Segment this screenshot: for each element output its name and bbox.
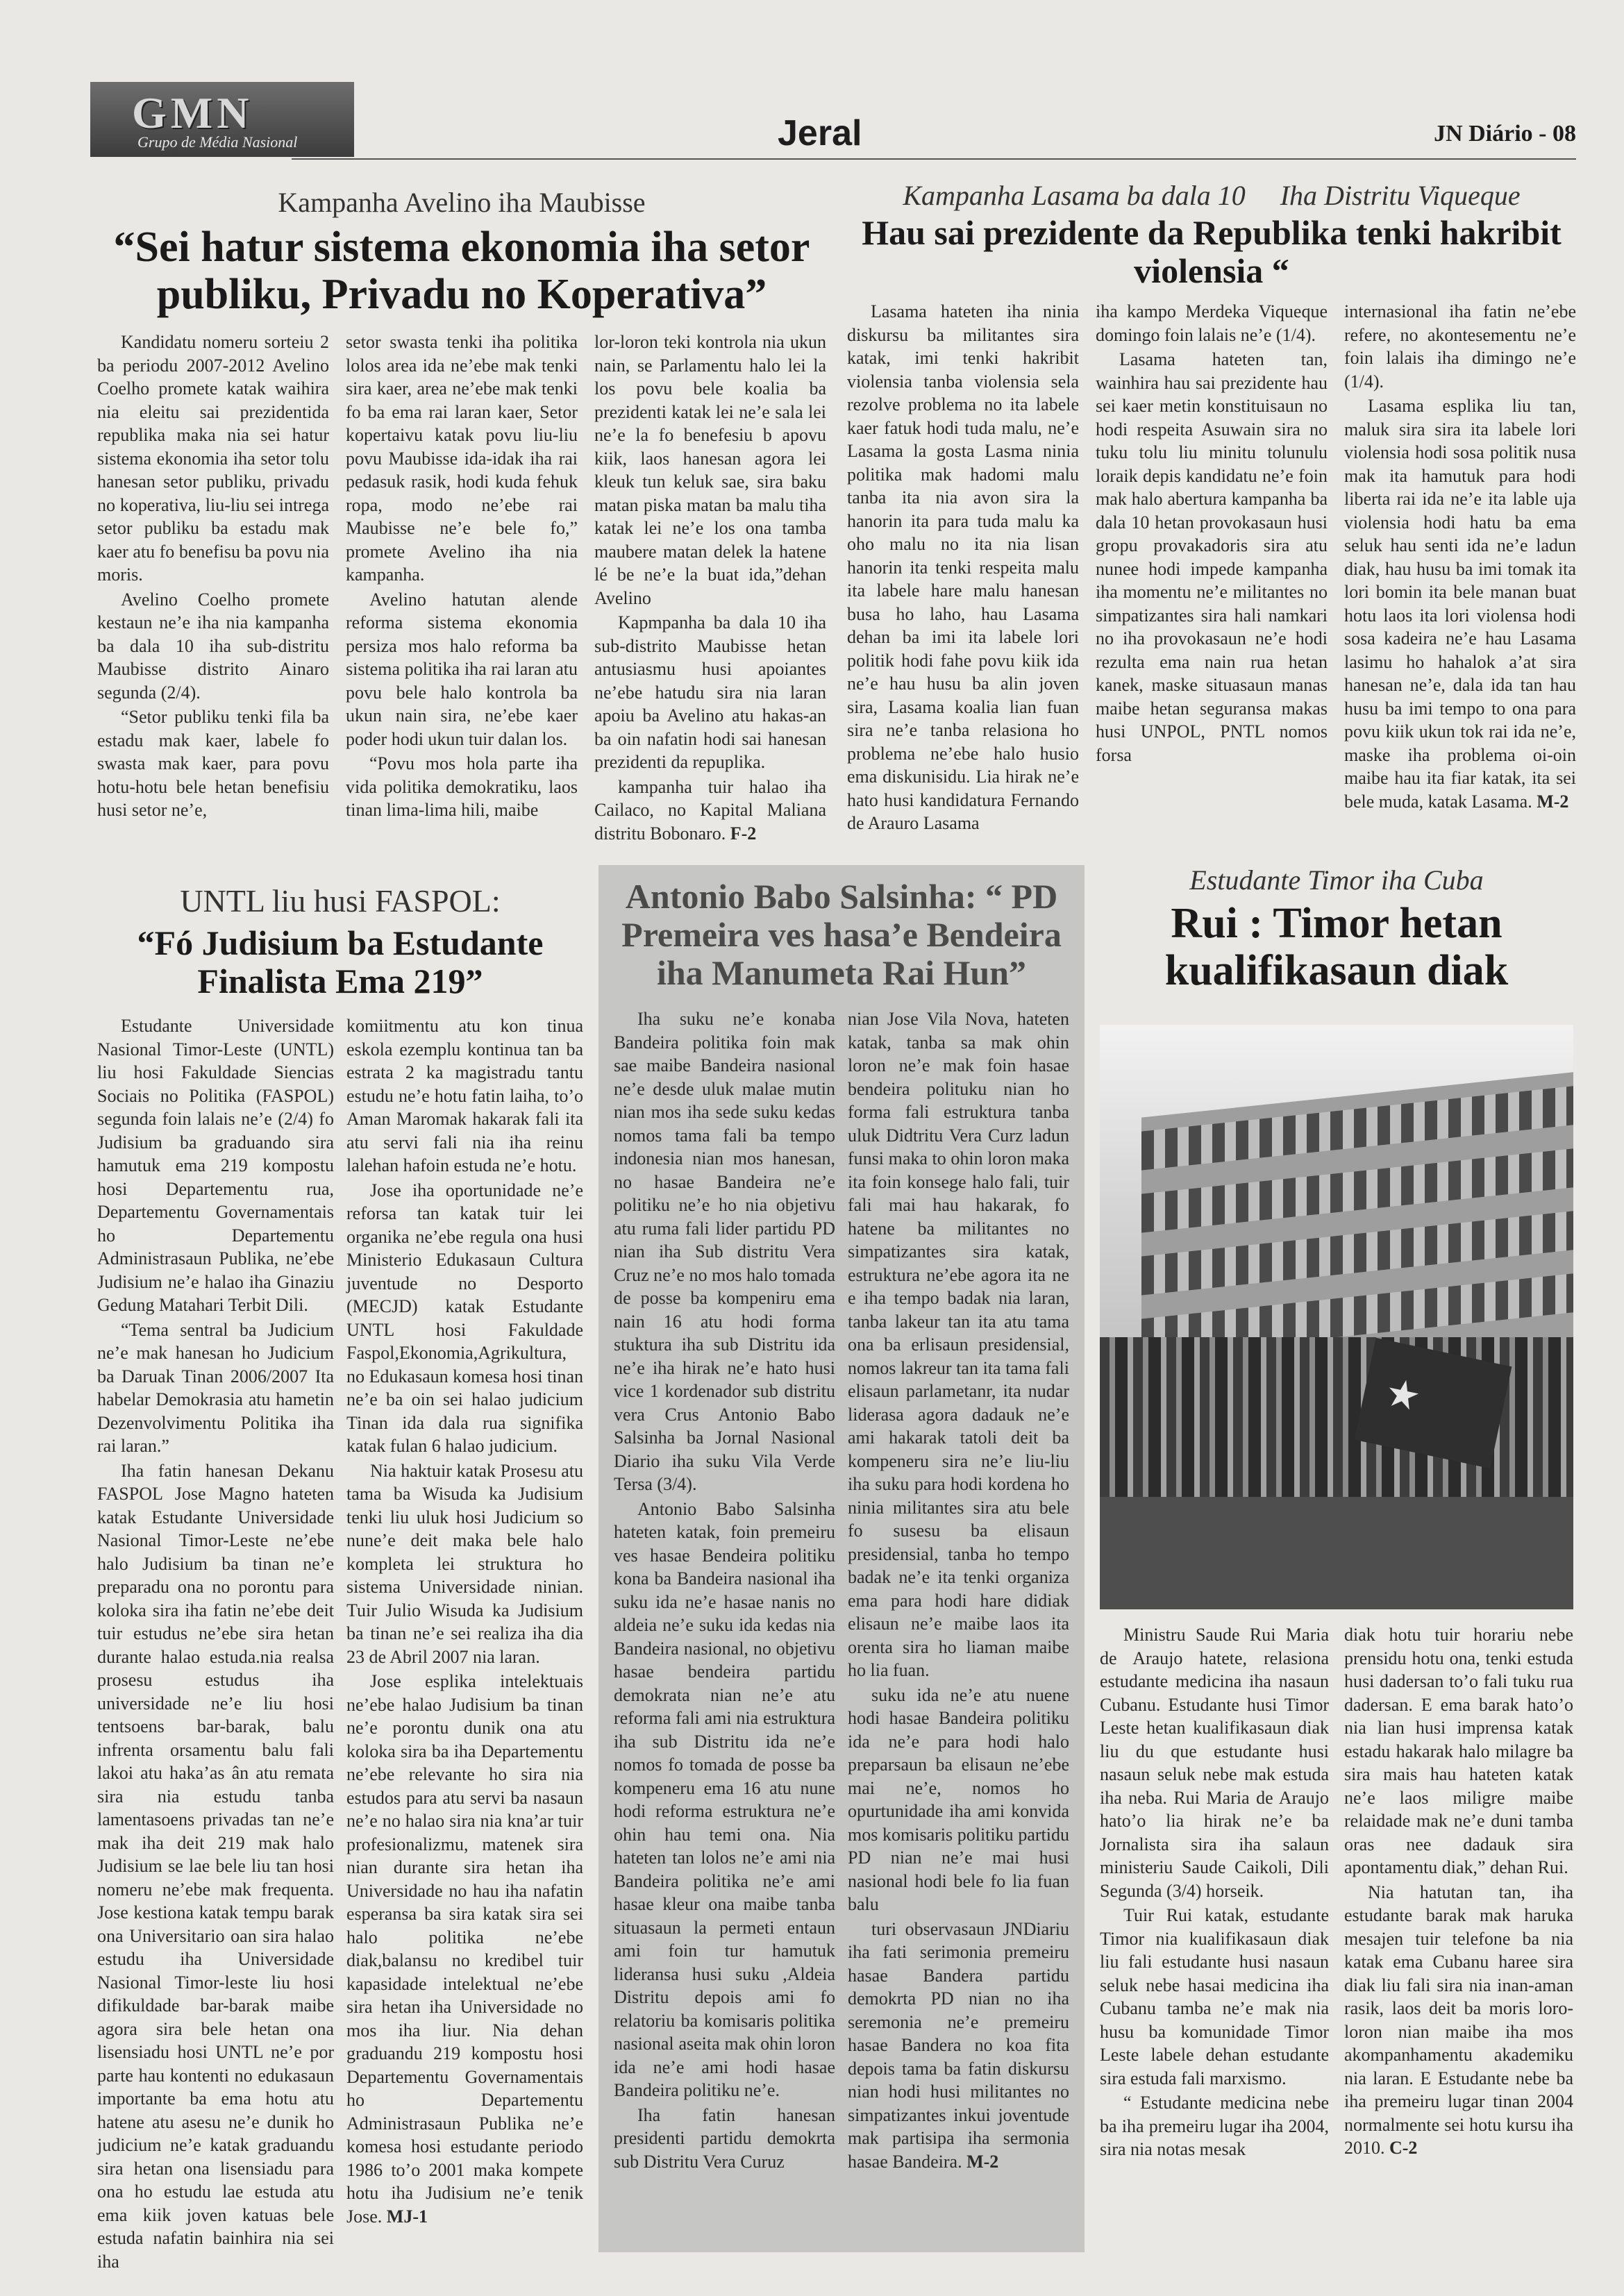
paragraph: komiitmentu atu kon tinua eskola ezemplu kontinua tan ba estrata 2 ka magistradu tantu estudu ne’e hotu fatin laiha, to’o Aman Maromak hakarak fali ita atu servi fali nia iha reinu lalehan hafoin estuda ne’e hotu. [346,1016,583,1176]
author-signature: MJ-1 [386,2206,428,2227]
paragraph: diak hotu tuir horariu nebe prensidu hotu ona, tenki estuda husi dadersan to’o fali tuku rua dadersan. E ema barak hato’o nia lian husi imprensa katak estadu hakarak halo milagre ba sira mais hau hateten katak ne’e laos miligre maibe relaidade mak ne’e duni tamba oras nee dadauk sira apontamentu diak,” dehan Rui. [1344,1625,1573,1877]
paragraph: Estudante Universidade Nasional Timor-Leste (UNTL) liu hosi Fakuldade Siencias Sociais no Politika (FASPOL) segunda foin lalais ne’e (2/4) fo Judisium ba graduando sira hamutuk ema 219 kompostu hosi Departementu rua, Departementu Governamentais ho Departementu Administrasaun Publika, ne’ebe Judisium ne’e halao iha Ginaziu Gedung Matahari Terbit Dili. [97,1016,334,1316]
article-kicker: UNTL liu husi FASPOL: [180,883,501,919]
paragraph: Avelino hatutan alende reforma sistema ekonomia persiza mos halo reforma ba sistema politika iha rai laran atu povu bele halo kontrola ba ukun nain sira, ne’ebe kaer poder hodi ukun tuir dalan los. [346,589,578,749]
paragraph: Ministru Saude Rui Maria de Araujo hatete, relasiona estudante medicina iha nasaun Cubanu. Estudante husi Timor Leste hetan kualifikasaun diak liu du que estudante husi nasaun seluk nebe mak estuda iha neba. Rui Maria de Araujo hato’o lia hirak ne’e ba Jornalista sira iha salaun ministeriu Saude Caikoli, Dili Segunda (3/4) horseik. [1100,1625,1329,1901]
article-column [1344,1623,1573,2163]
article-column [346,1014,583,2274]
article-kicker: Kampanha Avelino iha Maubisse [278,187,646,218]
article-headline: Antonio Babo Salsinha: “ PD Premeira ves hasa’e Bendeira iha Manumeta Rai Hun” [621,877,1062,992]
article-body [598,1007,1085,2175]
ground-graphic [1100,1497,1573,1609]
header-rule [292,158,1576,160]
paragraph: nian Jose Vila Nova, hateten katak, tanba sa mak ohin loron ne’e mak foin hasae bendeira polituku nian ho forma fali estruktura tanba uluk Didtritu Vera Curz ladun funsi maka to ohin loron maka ita foin konsege halo fali, tuir fali mai hau hakarak, fo hatene ba militantes no simpatizantes sira katak, estruktura ne’ebe agora ita ne e iha tempo badak nia laran, tanba lakeur tan ita atu tama ona ba erlisaun presidensial, nomos lakreur tan ita tama fali elisaun parlametanr, ita nudar liderasa agora dadauk ne’e ami hakarak tatoli deit ba kompeneru sira ne’e liu-liu iha suku para hodi kordena ho ninia militantes sira atu bele fo susesu ba elisaun presidensial, tanba ho tempo badak ne’e ita tenki organiza ema para hodi hare didiak elisaun ne’e maibe laos ita orenta sira ho liaman maibe ho lia fuan. [848,1009,1069,1680]
article-lasama [847,179,1576,837]
article-column [1344,300,1576,837]
paragraph: Lasama hateten tan, wainhira hau sai prezidente hau sei kaer metin konstituisaun no hodi respeita Asuwain sira no tuku tolu liu minitu tolunulu loraik depis kandidatu ne’e foin mak halo abertura kampanha ba dala 10 hetan provokasaun husi gropu provakadoris sira atu nunee hodi impede kampanha iha momentu ne’e militantes no simpatizantes sira hali namkari no iha provokasaun ne’e hodi rezulta ema nain rua hetan kanek, maske situasaun manas maibe hetan seguransa makas husi UNPOL, PNTL nomos forsa [1096,349,1328,765]
paragraph: Lasama hateten iha ninia diskursu ba militantes sira katak, imi tenki hakribit violensia tanba violensia sela rezolve problema no ita labele kaer fatuk hodi tuda malu, ne’e Lasama la gosta Lasma ninia politika mak hadomi malu tanba ita nia avon sira la hanorin ita para tuda malu ka oho malu no ita nia lisan hanorin ita tenki respeita malu ita labele hare malu hanesan busa ho laho, hau Lasama dehan ba imi ita labele lori politik hodi fahe povu kiik ida ne’e hau husu ba alin joven sira, Lasama koalia lian fuan sira ne’e tanba relasiona ho problema ne’ebe halo husio ema diskunisidu. Lia hirak ne’e hato husi kandidatura Fernando de Arauro Lasama [847,301,1079,833]
article-column [1100,1623,1329,2163]
paragraph: iha kampo Merdeka Viqueque domingo foin lalais ne’e (1/4). [1096,301,1328,345]
article-column [614,1007,835,2175]
paragraph: “Tema sentral ba Judicium ne’e mak hanesan ho Judicium ba Daruak Tinan 2006/2007 Ita habelar Demokrasia atu hametin Dezenvolvimentu Politika iha rai laran.” [97,1319,334,1457]
paragraph: Antonio Babo Salsinha hateten katak, foin premeiru ves hasae Bendeira politiku kona ba Bandeira nasional iha suku ida ne’e hasae nanis no aldeia ne’e suku ida kedas nia Bandeira nasional, no objetivu hasae bendeira partidu demokrata nian ne’e atu reforma fali ami nia estruktura iha sub Distritu ida ne’e nomos fo tomada de posse ba kompeneru ema 16 atu nune hodi reforma estruktura ne’e ohin hau temi ona. Nia hateten tan lolos ne’e ami nia Bandeira politika ne’e ami hasae kleur ona maibe tanba situasaun la permeti entaun ami foin tur hamutuk lideransa husi suku ,Aldeia Distritu depois ami fo relatoriu ba komisaris politika nasional aseita mak ohin loron ida ne’e ami hodi hasae Bandeira politiku ne’e. [614,1498,835,2100]
paragraph: Iha fatin hanesan Dekanu FASPOL Jose Magno hateten katak Estudante Universidade Nasional Timor-Leste ne’ebe halo Judisium ba tinan ne’e preparadu ona no porontu para koloka sira iha fatin ne’ebe deit tuir estudus ne’ebe sira hetan durante halao estuda.nia realsa prosesu estudus iha universidade ne’e liu hosi tentsoens bar-barak, balu infrenta orsamentu balu fali lakoi atu haka’as ân atu remata sira nia estudu tanba lamentasoens privadas tan ne’e mak iha deit 219 mak halo Judisium se lae bele liu tan hosi nomeru ne’ebe mak frequenta. Jose kestiona katak tempu barak ona Universitario oan sira halao estudu iha Universidade Nasional Timor-leste liu hosi difikuldade bar-barak maibe agora sira bele hetan ona lisensiadu hosi UNTL ne’e por parte hau kontenti no edukasaun importante ba ema hotu atu hatene atu asesu ne’e dunik ho judicium ne’e katak graduandu sira hetan ona lisensiadu para ona ho estudu lae estuda atu ema kiik joven katuas bele estuda nafatin bainhira nia sei iha [97,1460,334,2272]
article-avelino [97,186,826,846]
logo-text: GMN [132,88,253,137]
article-body [1100,1623,1573,2163]
paragraph: suku ida ne’e atu nuene hodi hasae Bandeira politiku ida ne’e para hodi halo preparsaun ba elisaun ne’ebe mai ne’e, nomos ho opurtunidade iha ami konvida mos komisaris politiku partidu PD nian ne’e mai husi nasional hodi bele fo lia fuan balu [848,1684,1069,1914]
paragraph: Kapmpanha ba dala 10 iha sub-distrito Maubisse hetan antusiasmu husi apoiantes ne’ebe hatudu sira nia laran apoiu ba Avelino atu hakas-an ba oin nafatin hodi sai hanesan prezidenti da repuplika. [594,612,826,773]
paragraph: Jose esplika intelektuais ne’ebe halao Judisium ba tinan ne’e porontu dunik ona atu koloka sira ba iha Departementu ne’ebe relevante ho sira nia estudos para atu servi ba nasaun ne’e no halao sira nia kna’ar tuir profesionalizmu, matenek sira nian durante sira hetan iha Universidade no hau iha nafatin esperansa ba sira katak sira sei halo politika ne’ebe diak,balansu no kredibel tuir kapasidade intelektual ne’ebe sira hetan iha Universidade no mos iha liur. Nia dehan graduandu 219 kompostu hosi Departementu Governamentais ho Departementu Administrasaun Publika ne’e komesa hosi estudante periodo 1986 to’o 2001 maka kompete hotu iha Judisium ne’e tenik Jose. MJ-1 [346,1671,583,2227]
logo-subtitle: Grupo de Média Nasional [137,133,298,151]
gmn-logo [90,82,354,157]
paragraph: internasional iha fatin ne’ebe refere, no akontesementu ne’e foin lalais iha dimingo ne’e (1/4). [1344,301,1576,392]
masthead [90,82,1576,160]
article-body [847,300,1576,837]
article-kicker: Kampanha Lasama ba dala 10 Iha Distritu Viqueque [903,180,1521,211]
article-column [1096,300,1328,837]
paragraph: Kandidatu nomeru sorteiu 2 ba periodu 2007-2012 Avelino Coelho promete katak waihira nia eleitu sai prezidentida republika maka nia sei hatur sistema ekonomia iha setor tolu hanesan setor publiku, privadu no koperativa, liu-liu sei intrega setor publiku ba estadu mak kaer atu fo benefisu ba povu nia moris. [97,332,329,585]
article-column [847,300,1079,837]
crowd-graphic [1100,1337,1573,1497]
paragraph: lor-loron teki kontrola nia ukun nain, se Parlamentu halo lei la los povu bele koalia ba prezidenti katak lei ne’e sala lei ne’e la fo benefesiu b apovu kiik, laos hanesan agora lei kleuk tun keluk sae, sira baku matan piska matan ba malu tiha katak lei ne’e los ona tamba maubere matan delek la hatene lé be ne’e la buat ida,”dehan Avelino [594,332,826,608]
article-column [346,330,578,846]
author-signature: M-2 [1537,791,1569,812]
paragraph: Nia hatutan tan, iha estudante barak mak haruka mesajen tuir telefone ba nia katak ema Cubanu haree sira diak liu fali sira nia inan-aman rasik, laos deit ba moris loro-loron nian maibe iha mos akompanhamentu akademiku nia laran. E Estudante nebe ba iha premeiru lugar tinan 2004 normalmente sei hotu kursu iha 2010. C-2 [1344,1882,1573,2158]
author-signature: M-2 [966,2151,999,2172]
author-signature: F-2 [730,823,757,844]
article-kicker: Estudante Timor iha Cuba [1189,864,1484,896]
paragraph: Nia haktuir katak Prosesu atu tama ba Wisuda ka Judisium tenki liu uluk hosi Judicium so nune’e deit maka bele halo kompleta lei struktura ho sistema Universidade ninian. Tuir Julio Wisuda ka Judisium ba tinan ne’e sei realiza iha dia 23 de Abril 2007 nia laran. [346,1460,583,1667]
article-rui-body [1100,1623,1573,2163]
author-signature: C-2 [1389,2138,1418,2158]
article-babo [598,865,1085,2252]
paragraph: turi observasaun JNDiariu iha fati serimonia premeiru hasae Bandera partidu demokrta PD nian no iha seremonia ne’e premeiru hasae Bandera no koa fita depois tama ba fatin diskursu nian hodi husi militantes no simpatizantes inkui joventude mak partisipa iha sermonia hasae Bandeira. M-2 [848,1918,1069,2172]
paragraph: setor swasta tenki iha politika lolos area ida ne’ebe mak tenki sira kaer, area ne’ebe mak tenki fo ba ema rai laran kaer, Setor kopertaivu katak povu liu-liu povu Maubisse ida-idak iha rai pedasuk rasik, hodi kuda fehuk ropa, modo ne’ebe rai Maubisse ne’e bele fo,” promete Avelino iha nia kampanha. [346,332,578,585]
paragraph: “Povu mos hola parte iha vida politika demokratiku, laos tinan lima-lima hili, maibe [346,753,578,821]
paragraph: Tuir Rui katak, estudante Timor nia kualifikasaun diak liu fali estudante husi nasaun seluk nebe hasai medicina iha Cubanu tamba ne’e mak nia husu ba komunidade Timor Leste labele dehan estudante sira estuda fali marxismo. [1100,1905,1329,2088]
paragraph: Jose iha oportunidade ne’e reforsa tan katak tuir lei organika ne’ebe regula ona husi Ministerio Edukasaun Cultura juventude no Desporto (MECJD) katak Estudante UNTL hosi Fakuldade Faspol,Ekonomia,Agrikultura, no Edukasaun komesa hosi tinan ne’e ba oin sei halao judicium Tinan ida dala rua signifika katak fulan 6 halao judicium. [346,1180,583,1457]
article-headline: “Fó Judisium ba Estudante Finalista Ema 219” [137,923,544,1001]
article-untl [97,882,583,2274]
page-number: JN Diário - 08 [1434,121,1576,146]
article-column [97,1014,334,2274]
paragraph: Avelino Coelho promete kestaun ne’e iha nia kampanha ba dala 10 iha sub-distritu Maubisse distrito Ainaro segunda (2/4). [97,589,329,703]
paragraph: kampanha tuir halao iha Cailaco, no Kapital Maliana distritu Bobonaro. F-2 [594,776,826,844]
article-headline: Hau sai prezidente da Republika tenki hakribit violensia “ [862,213,1562,290]
article-headline: “Sei hatur sistema ekonomia iha setor publiku, Privadu no Koperativa” [113,224,810,319]
paragraph: Lasama esplika liu tan, maluk sira sira ita labele lori violensia hodi sosa politik nusa mak ita hamutuk para hodi liberta rai ida ne’e ita lable uja violensia hodi hatu ba ema seluk hau senti ida ne’e ladun diak, hau husu ba imi tomak ita lori bomin ita bele manan buat hotu laos ita lori violensa hodi sosa kadeira ne’e hau Lasama lasimu ho hahalok a’at sira hanesan ne’e, dala ida tan hau husu ba imi tempo to ona para povu kiik ukun tok rai ida ne’e, maske iha problema oi-oin maibe hau ita fiar katak, ita sei bele muda, katak Lasama. M-2 [1344,396,1576,812]
paragraph: Iha suku ne’e konaba Bandeira politika foin mak sae maibe Bandeira nasional ne’e desde uluk malae mutin nian mos iha sede suku kedas nomos tama fali ba tempo indonesia nian mos hanesan, no hasae Bandeira ne’e politiku ne’e ho nia objetivu atu ruma fali lider partidu PD nian iha Sub distritu Vera Cruz ne’e no mos halo tomada de posse ba kompeniru ema nain 16 atu hodi forma stuktura iha sub Distritu ida ne’e iha hirak ne’e hato husi vice 1 kordenador sub distritu vera Crus Antonio Babo Salsinha ba Jornal Nasional Diario iha suku Vila Verde Tersa (3/4). [614,1009,835,1494]
article-column [594,330,826,846]
article-rui [1100,864,1573,994]
article-column [97,330,329,846]
article-body [97,1014,583,2274]
article-headline: Rui : Timor hetan kualifikasaun diak [1164,900,1509,995]
paragraph: Iha fatin hanesan presidenti partidu demokrta sub Distritu Vera Curuz [614,2104,835,2172]
cuba-students-photo [1100,1025,1573,1609]
paragraph: “ Estudante medicina nebe ba iha premeiru lugar iha 2004, sira nia notas mesak [1100,2093,1329,2159]
article-column [848,1007,1069,2175]
article-body [97,330,826,846]
section-title: Jeral [778,113,862,153]
paragraph: “Setor publiku tenki fila ba estadu mak kaer, labele fo swasta mak kaer, para povu hotu-hotu bele hetan benefisiu husi setor ne’e, [97,707,329,821]
star-icon: ★ [1381,1371,1425,1421]
